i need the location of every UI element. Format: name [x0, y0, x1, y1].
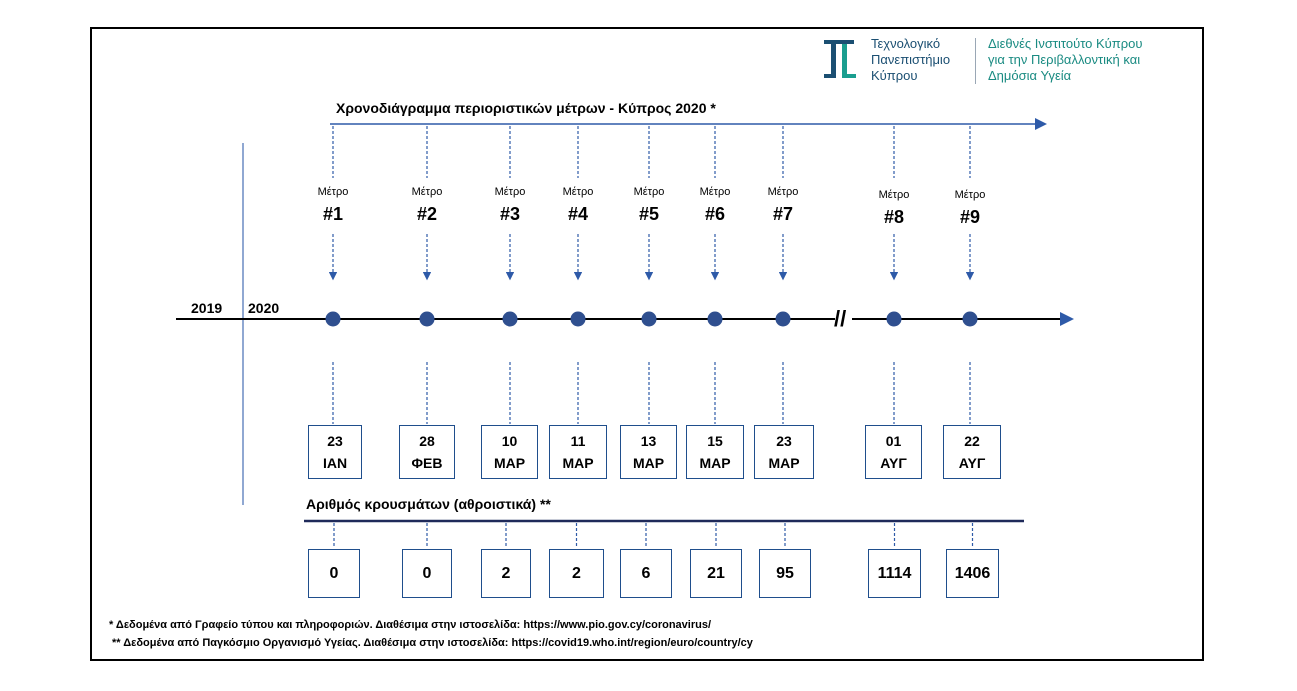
measure-label-2: Μέτρο — [411, 186, 443, 198]
date-box-9 — [943, 425, 1001, 479]
date-month-6: ΜΑΡ — [699, 455, 731, 471]
footnote-1: * Δεδομένα από Γραφείο τύπου και πληροφοριών. Διαθέσιμα στην ιστοσελίδα: https://www.pio.gov.cy/coronavirus/ — [109, 619, 712, 631]
institute-name-line-1: Διεθνές Ινστιτούτο Κύπρου — [988, 36, 1143, 51]
chart-title: Χρονοδιάγραμμα περιοριστικών μέτρων - Κύπρος 2020 * — [336, 100, 716, 116]
measure-number-6: #6 — [704, 204, 726, 224]
break-mark: // — [834, 306, 847, 331]
measure-number-4: #4 — [567, 204, 589, 224]
year-2020: 2020 — [248, 300, 280, 316]
date-day-6: 15 — [707, 433, 723, 449]
measure-label-3: Μέτρο — [494, 186, 526, 198]
university-name-line-3: Κύπρου — [871, 68, 918, 83]
timeline-dot-9 — [963, 312, 978, 327]
measure-number-3: #3 — [499, 204, 521, 224]
cases-box-7: 95 — [759, 549, 811, 598]
date-box-3 — [481, 425, 538, 479]
date-month-4: ΜΑΡ — [562, 455, 594, 471]
date-box-2 — [399, 425, 455, 479]
cases-box-2: 0 — [402, 549, 452, 598]
timeline-dot-7 — [776, 312, 791, 327]
date-box-6 — [686, 425, 744, 479]
cases-box-3: 2 — [481, 549, 531, 598]
timeline-dot-6 — [708, 312, 723, 327]
university-name-line-2: Πανεπιστήμιο — [871, 52, 951, 67]
institute-name-line-3: Δημόσια Υγεία — [988, 68, 1072, 83]
measure-number-5: #5 — [638, 204, 660, 224]
measure-number-1: #1 — [322, 204, 344, 224]
measure-number-9: #9 — [959, 207, 981, 227]
timeline-dot-3 — [503, 312, 518, 327]
measure-label-6: Μέτρο — [699, 186, 731, 198]
timeline-dot-4 — [571, 312, 586, 327]
main-timeline-arrowhead — [1060, 312, 1074, 326]
date-day-9: 22 — [964, 433, 980, 449]
institute-name-line-2: για την Περιβαλλοντική και — [988, 52, 1141, 67]
footnote-2: ** Δεδομένα από Παγκόσμιο Οργανισμό Υγείας. Διαθέσιμα στην ιστοσελίδα: https://covid19.who.int/region/euro/country/cy — [112, 637, 753, 649]
timeline-dot-8 — [887, 312, 902, 327]
cases-box-9: 1406 — [946, 549, 999, 598]
timeline-dot-1 — [326, 312, 341, 327]
year-2019: 2019 — [191, 300, 223, 316]
timeline-dot-2 — [420, 312, 435, 327]
measure-label-4: Μέτρο — [562, 186, 594, 198]
date-box-5 — [620, 425, 677, 479]
date-box-7 — [754, 425, 814, 479]
measure-number-2: #2 — [416, 204, 438, 224]
cases-box-6: 21 — [690, 549, 742, 598]
measure-label-8: Μέτρο — [878, 189, 910, 201]
date-box-8 — [865, 425, 922, 479]
date-month-3: ΜΑΡ — [493, 455, 526, 471]
cases-box-1: 0 — [308, 549, 360, 598]
cases-box-4: 2 — [549, 549, 604, 598]
measure-label-9: Μέτρο — [954, 189, 986, 201]
date-month-2: ΦΕΒ — [411, 455, 443, 471]
cases-box-8: 1114 — [868, 549, 921, 598]
date-box-1 — [308, 425, 362, 479]
date-month-7: ΜΑΡ — [768, 455, 800, 471]
date-box-4 — [549, 425, 607, 479]
date-month-5: ΜΑΡ — [632, 455, 665, 471]
cases-box-5: 6 — [620, 549, 672, 598]
date-month-9: ΑΥΓ — [958, 455, 986, 471]
measure-number-8: #8 — [883, 207, 905, 227]
timeline-dot-5 — [642, 312, 657, 327]
cases-title: Αριθμός κρουσμάτων (αθροιστικά) ** — [306, 496, 551, 512]
measure-label-7: Μέτρο — [767, 186, 799, 198]
date-day-3: 10 — [501, 433, 518, 449]
date-month-8: ΑΥΓ — [880, 455, 907, 471]
date-day-4: 11 — [570, 433, 586, 449]
date-day-1: 23 — [327, 433, 343, 449]
university-name-line-1: Τεχνολογικό — [871, 36, 941, 51]
date-month-1: ΙΑΝ — [322, 455, 348, 471]
date-day-2: 28 — [419, 433, 435, 449]
date-day-7: 23 — [776, 433, 792, 449]
measure-number-7: #7 — [772, 204, 794, 224]
measure-label-1: Μέτρο — [317, 186, 349, 198]
measure-label-5: Μέτρο — [633, 186, 665, 198]
date-day-8: 01 — [885, 433, 902, 449]
date-day-5: 13 — [640, 433, 657, 449]
